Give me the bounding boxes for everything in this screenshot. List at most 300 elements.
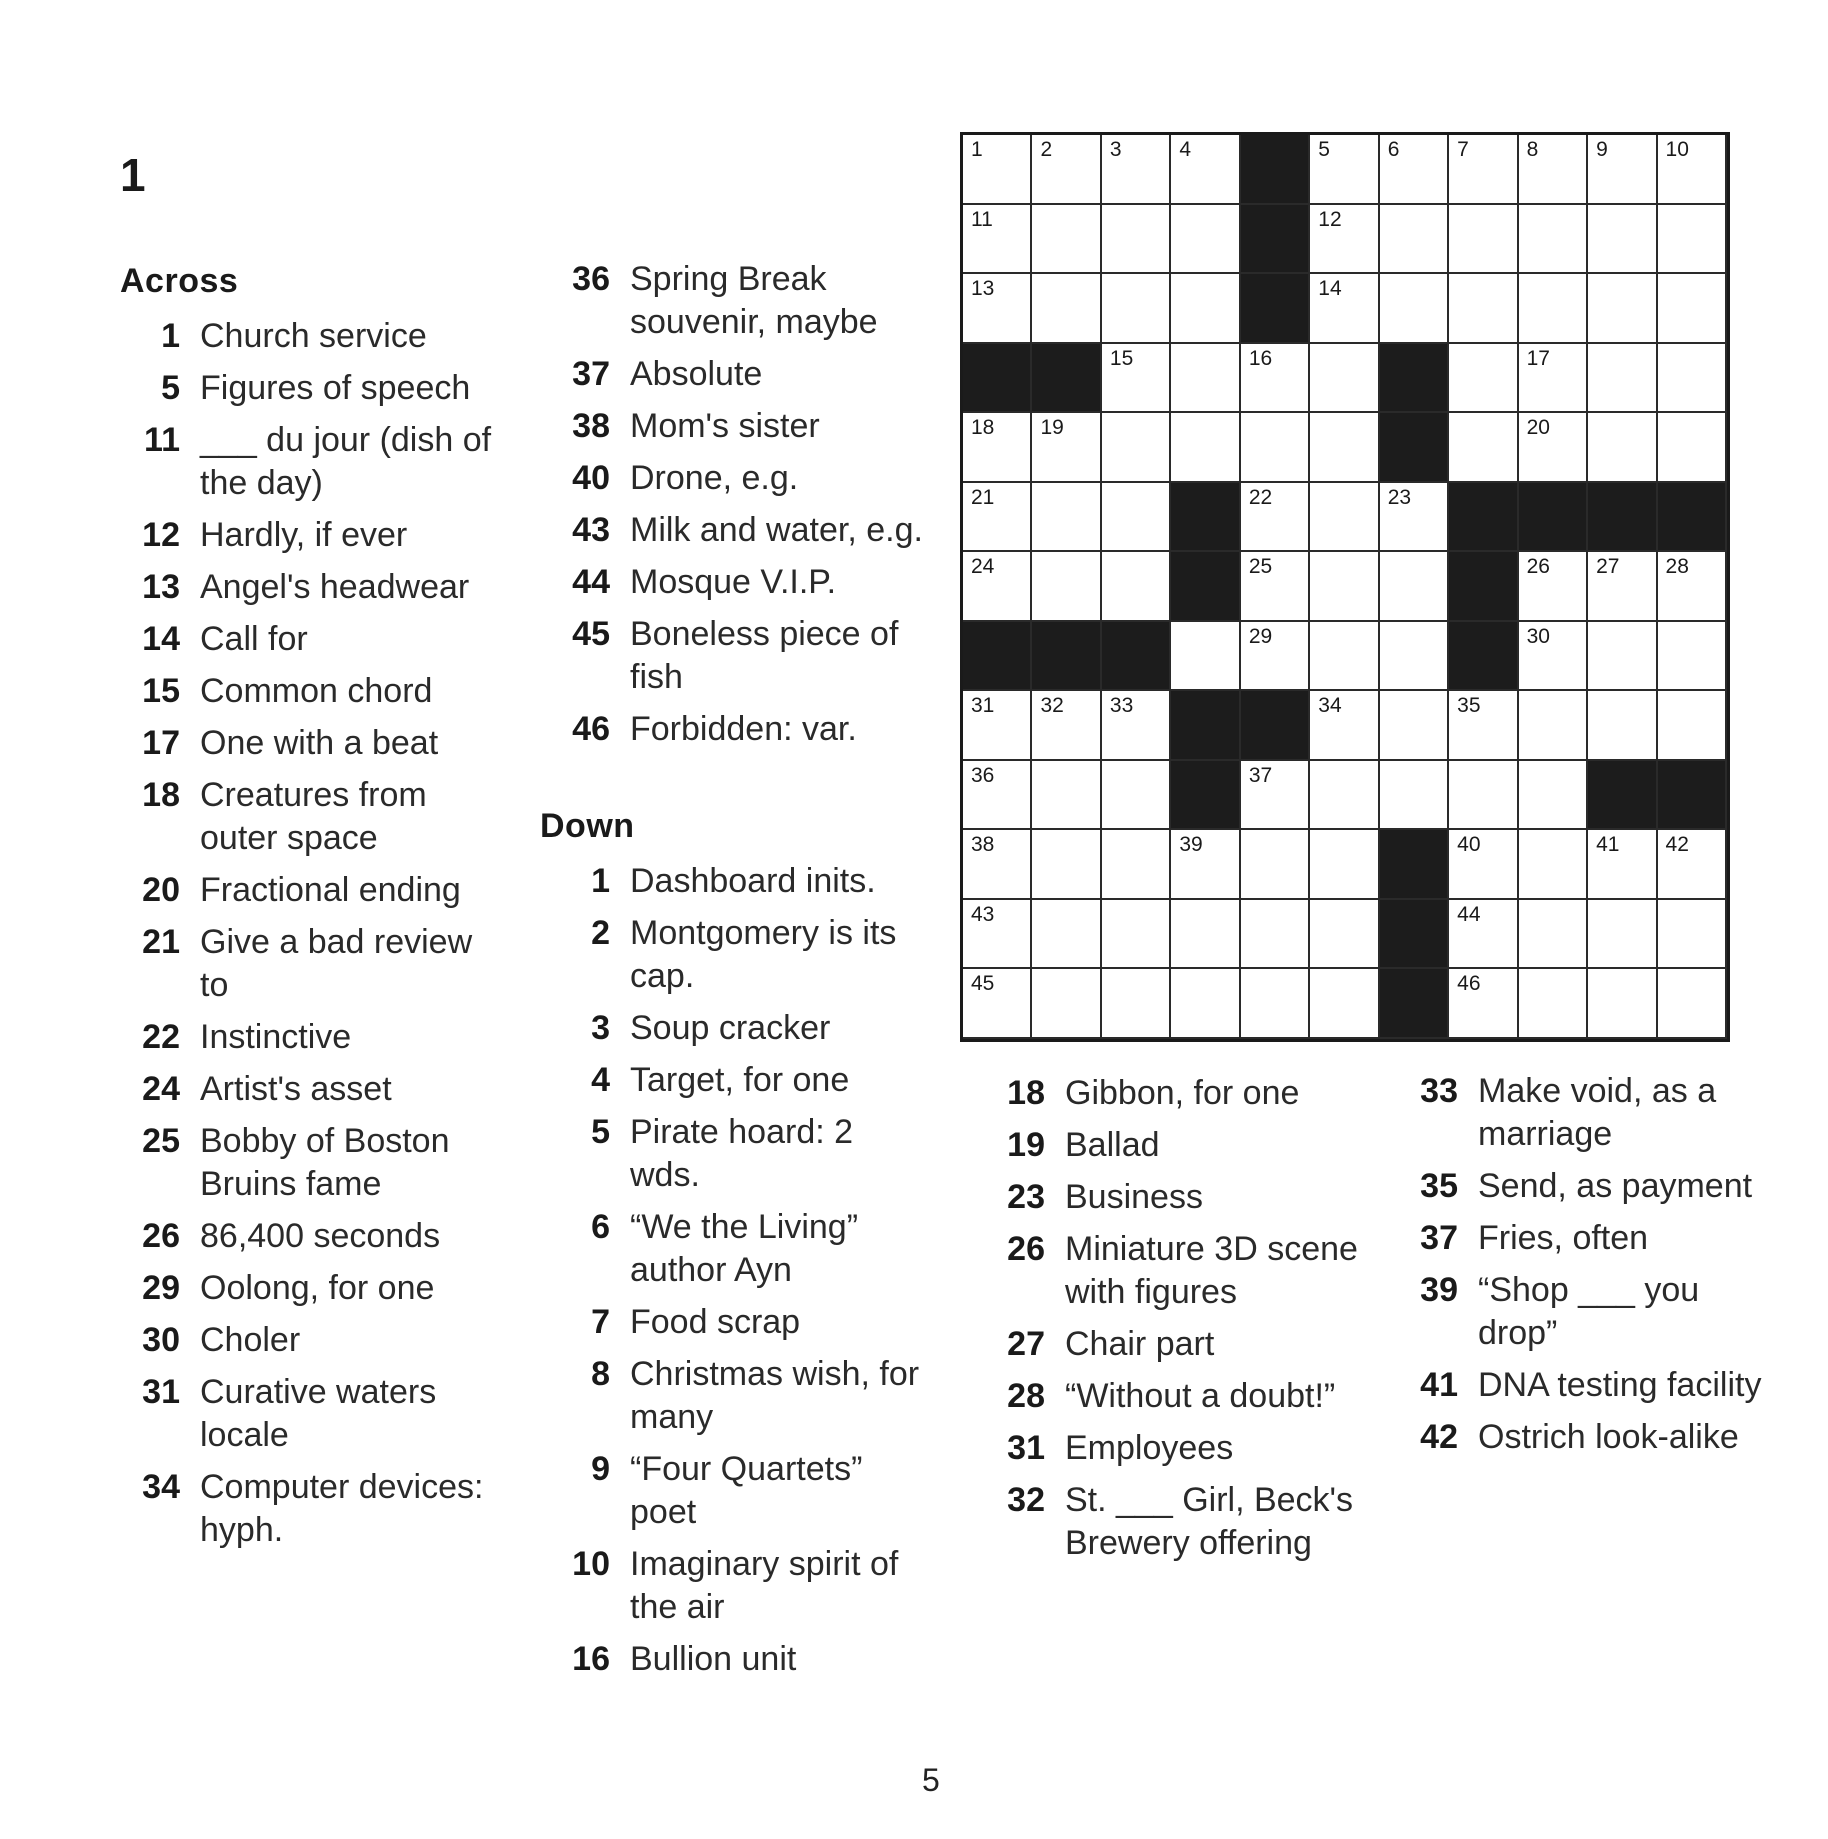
across-clue <box>120 1068 520 1111</box>
grid-cell[interactable] <box>1588 413 1657 483</box>
grid-cell[interactable] <box>1241 761 1310 831</box>
grid-cell[interactable] <box>1519 552 1588 622</box>
cell-number: 19 <box>1040 416 1064 440</box>
down-heading: Down <box>540 807 635 845</box>
cell-number: 33 <box>1109 694 1134 718</box>
grid-cell[interactable] <box>1241 552 1310 622</box>
grid-cell[interactable] <box>963 135 1032 205</box>
clue-text: Target, for one <box>630 1061 850 1099</box>
grid-cell[interactable] <box>1171 830 1240 900</box>
clue-text: 86,400 seconds <box>200 1217 441 1255</box>
grid-cell[interactable] <box>1519 622 1588 692</box>
clue-number: 4 <box>591 1061 610 1099</box>
across-clue <box>120 1371 520 1457</box>
grid-cell[interactable] <box>1241 483 1310 553</box>
grid-cell[interactable] <box>1241 900 1310 970</box>
grid-cell[interactable] <box>1449 274 1518 344</box>
grid-cell[interactable] <box>1310 622 1379 692</box>
clue-number: 35 <box>1420 1167 1458 1205</box>
clue-text: Christmas wish, for many <box>630 1355 920 1436</box>
clue-text: Computer devices: hyph. <box>200 1468 484 1549</box>
clue-text: Fractional ending <box>200 871 461 909</box>
cell-number: 8 <box>1526 138 1539 161</box>
grid-cell[interactable] <box>963 969 1032 1039</box>
down-clue <box>985 1124 1385 1167</box>
grid-block <box>1241 135 1310 205</box>
clue-text: St. ___ Girl, Beck's Brewery offering <box>1065 1481 1354 1562</box>
grid-cell[interactable] <box>1032 761 1101 831</box>
down-clue <box>985 1072 1385 1115</box>
grid-cell[interactable] <box>1241 622 1310 692</box>
grid-cell[interactable] <box>1449 900 1518 970</box>
down-clue <box>550 860 950 903</box>
grid-cell[interactable] <box>1449 413 1518 483</box>
across-clue <box>550 613 950 699</box>
grid-cell[interactable] <box>1658 552 1727 622</box>
clue-number: 37 <box>572 355 610 393</box>
grid-cell[interactable] <box>1310 483 1379 553</box>
grid-cell[interactable] <box>1380 483 1449 553</box>
grid-cell[interactable] <box>1171 135 1240 205</box>
clue-number: 9 <box>591 1450 610 1488</box>
clue-number: 36 <box>572 260 610 298</box>
clue-number: 45 <box>572 615 610 653</box>
grid-cell[interactable] <box>1449 205 1518 275</box>
clue-text: Soup cracker <box>630 1009 831 1047</box>
grid-cell[interactable] <box>1658 830 1727 900</box>
grid-cell[interactable] <box>1310 830 1379 900</box>
clue-text: Creatures from outer space <box>200 776 427 857</box>
grid-cell[interactable] <box>1310 413 1379 483</box>
grid-cell[interactable] <box>1588 691 1657 761</box>
clue-text: Dashboard inits. <box>630 862 876 900</box>
grid-cell[interactable] <box>1032 205 1101 275</box>
grid-cell[interactable] <box>1449 761 1518 831</box>
grid-block <box>1658 483 1727 553</box>
across-clue <box>550 457 950 500</box>
clue-text: Common chord <box>200 672 433 710</box>
clue-number: 17 <box>142 724 180 762</box>
clue-column-1 <box>120 262 520 1561</box>
grid-cell[interactable] <box>1171 622 1240 692</box>
clue-number: 27 <box>1007 1325 1045 1363</box>
grid-cell[interactable] <box>1032 135 1101 205</box>
down-clue <box>985 1176 1385 1219</box>
clue-text: “Without a doubt!” <box>1065 1377 1336 1415</box>
clue-number: 25 <box>142 1122 180 1160</box>
across-clue <box>120 722 520 765</box>
grid-block <box>1171 691 1240 761</box>
grid-cell[interactable] <box>1032 969 1101 1039</box>
clue-number: 34 <box>142 1468 180 1506</box>
grid-cell[interactable] <box>1519 344 1588 414</box>
grid-cell[interactable] <box>1380 135 1449 205</box>
grid-cell[interactable] <box>1032 900 1101 970</box>
grid-cell[interactable] <box>1241 344 1310 414</box>
grid-block <box>1171 761 1240 831</box>
cell-number: 39 <box>1179 833 1203 857</box>
cell-number: 17 <box>1526 346 1550 370</box>
cell-number: 34 <box>1318 694 1342 718</box>
clue-number: 10 <box>572 1545 610 1583</box>
grid-cell[interactable] <box>1380 552 1449 622</box>
across-clue <box>120 1120 520 1206</box>
down-clue <box>550 1301 950 1344</box>
clue-number: 13 <box>142 568 180 606</box>
across-clue <box>120 1319 520 1362</box>
grid-block <box>1032 344 1101 414</box>
across-clue <box>120 566 520 609</box>
cell-number: 11 <box>971 207 993 231</box>
clue-text: Gibbon, for one <box>1065 1074 1300 1112</box>
grid-cell[interactable] <box>1171 205 1240 275</box>
grid-cell[interactable] <box>1241 413 1310 483</box>
across-clues-part-2 <box>550 258 950 751</box>
down-clue <box>985 1375 1385 1418</box>
grid-cell[interactable] <box>963 483 1032 553</box>
clue-number: 42 <box>1420 1418 1458 1456</box>
clue-number: 33 <box>1420 1072 1458 1110</box>
clue-text: Business <box>1065 1178 1203 1216</box>
grid-block <box>1449 552 1518 622</box>
grid-cell[interactable] <box>1171 274 1240 344</box>
grid-cell[interactable] <box>1310 969 1379 1039</box>
down-clue <box>550 1448 950 1534</box>
grid-cell[interactable] <box>1102 344 1171 414</box>
grid-cell[interactable] <box>1588 552 1657 622</box>
grid-cell[interactable] <box>1102 135 1171 205</box>
grid-cell[interactable] <box>1171 344 1240 414</box>
grid-cell[interactable] <box>1658 691 1727 761</box>
across-clue <box>120 670 520 713</box>
grid-cell[interactable] <box>1658 344 1727 414</box>
grid-cell[interactable] <box>1658 274 1727 344</box>
clue-number: 46 <box>572 710 610 748</box>
grid-cell[interactable] <box>1102 830 1171 900</box>
clue-number: 12 <box>142 516 180 554</box>
clue-number: 43 <box>572 511 610 549</box>
grid-cell[interactable] <box>1519 830 1588 900</box>
cell-number: 25 <box>1248 555 1273 579</box>
grid-cell[interactable] <box>963 761 1032 831</box>
clue-text: Pirate hoard: 2 wds. <box>630 1113 854 1194</box>
grid-cell[interactable] <box>1519 900 1588 970</box>
grid-cell[interactable] <box>1310 135 1379 205</box>
across-clue <box>120 921 520 1007</box>
grid-cell[interactable] <box>1588 344 1657 414</box>
clue-text: Absolute <box>630 355 763 393</box>
cell-number: 15 <box>1109 346 1134 370</box>
grid-cell[interactable] <box>1449 691 1518 761</box>
cell-number: 26 <box>1526 555 1550 579</box>
grid-cell[interactable] <box>1380 205 1449 275</box>
cell-number: 12 <box>1318 207 1342 231</box>
grid-cell[interactable] <box>1658 900 1727 970</box>
clue-number: 41 <box>1420 1366 1458 1404</box>
across-clue <box>550 708 950 751</box>
down-clue <box>550 912 950 998</box>
cell-number: 14 <box>1318 277 1342 301</box>
grid-cell[interactable] <box>1310 691 1379 761</box>
grid-block <box>1032 622 1101 692</box>
clue-text: Montgomery is its cap. <box>630 914 897 995</box>
across-clue <box>120 367 520 410</box>
grid-cell[interactable] <box>1032 691 1101 761</box>
clue-text: Ostrich look-alike <box>1478 1418 1739 1456</box>
grid-block <box>1241 274 1310 344</box>
grid-cell[interactable] <box>1519 969 1588 1039</box>
grid-cell[interactable] <box>1032 483 1101 553</box>
grid-cell[interactable] <box>963 205 1032 275</box>
cell-number: 3 <box>1109 138 1122 161</box>
down-clue <box>1398 1269 1798 1355</box>
cell-number: 37 <box>1248 763 1273 787</box>
grid-cell[interactable] <box>1658 622 1727 692</box>
grid-block <box>1171 552 1240 622</box>
clue-text: Bullion unit <box>630 1640 797 1678</box>
cell-number: 13 <box>971 277 995 301</box>
clue-number: 29 <box>142 1269 180 1307</box>
cell-number: 16 <box>1248 346 1273 370</box>
cell-number: 4 <box>1179 138 1192 161</box>
across-clue <box>550 258 950 344</box>
across-clue <box>120 774 520 860</box>
grid-cell[interactable] <box>1032 413 1101 483</box>
clue-number: 22 <box>142 1018 180 1056</box>
clue-text: Imaginary spirit of the air <box>630 1545 899 1626</box>
grid-cell[interactable] <box>1449 135 1518 205</box>
grid-cell[interactable] <box>1588 274 1657 344</box>
cell-number: 21 <box>971 485 995 509</box>
grid-cell[interactable] <box>1658 205 1727 275</box>
grid-cell[interactable] <box>1519 691 1588 761</box>
down-clue <box>550 1638 950 1681</box>
grid-cell[interactable] <box>963 900 1032 970</box>
clue-number: 18 <box>142 776 180 814</box>
grid-cell[interactable] <box>1102 691 1171 761</box>
grid-cell[interactable] <box>1588 900 1657 970</box>
clue-number: 23 <box>1007 1178 1045 1216</box>
grid-cell[interactable] <box>1102 274 1171 344</box>
clue-column-2 <box>540 258 950 1690</box>
clue-text: Mom's sister <box>630 407 820 445</box>
across-clue <box>120 1466 520 1552</box>
grid-cell[interactable] <box>1380 761 1449 831</box>
cell-number: 44 <box>1457 902 1481 926</box>
down-clue <box>985 1323 1385 1366</box>
clue-number: 15 <box>142 672 180 710</box>
clue-text: Boneless piece of fish <box>630 615 899 696</box>
cell-number: 1 <box>971 138 983 161</box>
grid-cell[interactable] <box>1658 135 1727 205</box>
down-clue <box>1398 1165 1798 1208</box>
down-clue <box>1398 1364 1798 1407</box>
grid-cell[interactable] <box>1102 483 1171 553</box>
grid-cell[interactable] <box>963 274 1032 344</box>
clue-number: 18 <box>1007 1074 1045 1112</box>
across-clue <box>120 1267 520 1310</box>
clue-number: 7 <box>591 1303 610 1341</box>
grid-cell[interactable] <box>1310 205 1379 275</box>
grid-cell[interactable] <box>1310 900 1379 970</box>
clue-text: ___ du jour (dish of the day) <box>200 421 492 502</box>
grid-cell[interactable] <box>1449 830 1518 900</box>
cell-number: 10 <box>1665 138 1689 161</box>
grid-cell[interactable] <box>963 413 1032 483</box>
cell-number: 43 <box>971 902 995 926</box>
across-clue <box>120 419 520 505</box>
clue-number: 1 <box>591 862 610 900</box>
clue-text: Give a bad review to <box>200 923 473 1004</box>
down-clues-part-3 <box>1398 1070 1798 1459</box>
clue-text: Angel's headwear <box>200 568 470 606</box>
grid-cell[interactable] <box>1171 900 1240 970</box>
grid-cell[interactable] <box>1519 135 1588 205</box>
grid-block <box>1380 969 1449 1039</box>
grid-cell[interactable] <box>1102 761 1171 831</box>
grid-cell[interactable] <box>1171 413 1240 483</box>
grid-cell[interactable] <box>1519 413 1588 483</box>
clue-text: Milk and water, e.g. <box>630 511 923 549</box>
grid-cell[interactable] <box>1310 274 1379 344</box>
down-clue <box>985 1479 1385 1565</box>
grid-cell[interactable] <box>1102 552 1171 622</box>
cell-number: 2 <box>1040 138 1053 161</box>
cell-number: 45 <box>971 972 995 996</box>
crossword-grid <box>960 132 1730 1042</box>
grid-cell[interactable] <box>1310 552 1379 622</box>
clue-text: Chair part <box>1065 1325 1215 1363</box>
clue-number: 3 <box>591 1009 610 1047</box>
down-clue <box>550 1353 950 1439</box>
clue-number: 26 <box>142 1217 180 1255</box>
clue-number: 44 <box>572 563 610 601</box>
cell-number: 22 <box>1248 485 1273 509</box>
clue-text: Make void, as a marriage <box>1478 1072 1717 1153</box>
cell-number: 42 <box>1665 833 1689 857</box>
grid-cell[interactable] <box>1241 969 1310 1039</box>
cell-number: 24 <box>971 555 995 579</box>
grid-block <box>1380 830 1449 900</box>
down-clue <box>550 1111 950 1197</box>
clue-number: 8 <box>591 1355 610 1393</box>
clue-number: 38 <box>572 407 610 445</box>
grid-cell[interactable] <box>1658 969 1727 1039</box>
across-clue <box>120 1215 520 1258</box>
clue-number: 24 <box>142 1070 180 1108</box>
clue-number: 26 <box>1007 1230 1045 1268</box>
clue-text: Drone, e.g. <box>630 459 799 497</box>
down-clue <box>550 1543 950 1629</box>
clue-text: Oolong, for one <box>200 1269 435 1307</box>
cell-number: 35 <box>1457 694 1481 718</box>
grid-cell[interactable] <box>1588 969 1657 1039</box>
grid-cell[interactable] <box>1519 761 1588 831</box>
clue-text: “We the Living” author Ayn <box>630 1208 859 1289</box>
down-clues-part-1 <box>550 860 950 1681</box>
clue-text: Instinctive <box>200 1018 352 1056</box>
grid-cell[interactable] <box>1102 413 1171 483</box>
grid-cell[interactable] <box>1380 274 1449 344</box>
grid-block <box>1588 483 1657 553</box>
clue-number: 5 <box>591 1113 610 1151</box>
grid-block <box>1519 483 1588 553</box>
clue-text: DNA testing facility <box>1478 1366 1762 1404</box>
grid-cell[interactable] <box>1102 969 1171 1039</box>
cell-number: 20 <box>1526 416 1550 440</box>
grid-cell[interactable] <box>1241 830 1310 900</box>
clue-text: Ballad <box>1065 1126 1160 1164</box>
across-clue <box>120 618 520 661</box>
grid-cell[interactable] <box>963 552 1032 622</box>
grid-cell[interactable] <box>963 691 1032 761</box>
grid-cell[interactable] <box>1449 969 1518 1039</box>
grid-cell[interactable] <box>1310 344 1379 414</box>
grid-cell[interactable] <box>1310 761 1379 831</box>
grid-cell[interactable] <box>1588 205 1657 275</box>
grid-cell[interactable] <box>1658 413 1727 483</box>
clue-number: 21 <box>142 923 180 961</box>
cell-number: 38 <box>971 833 995 857</box>
grid-cell[interactable] <box>1588 622 1657 692</box>
cell-number: 29 <box>1248 624 1273 648</box>
clue-number: 32 <box>1007 1481 1045 1519</box>
grid-cell[interactable] <box>1588 830 1657 900</box>
cell-number: 5 <box>1318 138 1330 161</box>
across-clue <box>120 514 520 557</box>
clue-number: 19 <box>1007 1126 1045 1164</box>
down-clue <box>1398 1070 1798 1156</box>
clue-number: 11 <box>144 421 180 459</box>
grid-cell[interactable] <box>1102 900 1171 970</box>
grid-cell[interactable] <box>1032 830 1101 900</box>
grid-block <box>963 344 1032 414</box>
grid-cell[interactable] <box>1449 344 1518 414</box>
clue-number: 1 <box>161 317 180 355</box>
grid-cell[interactable] <box>1032 552 1101 622</box>
grid-block <box>1449 483 1518 553</box>
clue-text: Forbidden: var. <box>630 710 857 748</box>
grid-cell[interactable] <box>1380 691 1449 761</box>
grid-cell[interactable] <box>1171 969 1240 1039</box>
cell-number: 23 <box>1387 485 1412 509</box>
grid-cell[interactable] <box>1519 205 1588 275</box>
grid-cell[interactable] <box>1032 274 1101 344</box>
grid-cell[interactable] <box>1519 274 1588 344</box>
clue-text: Spring Break souvenir, maybe <box>630 260 878 341</box>
cell-number: 32 <box>1040 694 1064 718</box>
clue-text: One with a beat <box>200 724 439 762</box>
puzzle-number: 1 <box>120 149 146 201</box>
grid-block <box>1658 761 1727 831</box>
clue-text: “Shop ___ you drop” <box>1478 1271 1700 1352</box>
cell-number: 6 <box>1387 138 1400 161</box>
grid-cell[interactable] <box>1102 205 1171 275</box>
grid-cell[interactable] <box>1588 135 1657 205</box>
grid-cell[interactable] <box>1380 622 1449 692</box>
clue-text: Hardly, if ever <box>200 516 408 554</box>
clue-text: “Four Quartets” poet <box>630 1450 863 1531</box>
grid-block <box>1380 900 1449 970</box>
clue-number: 14 <box>142 620 180 658</box>
grid-cell[interactable] <box>963 830 1032 900</box>
clue-text: Curative waters locale <box>200 1373 437 1454</box>
clue-number: 31 <box>1007 1429 1045 1467</box>
clue-number: 37 <box>1420 1219 1458 1257</box>
across-clue <box>550 561 950 604</box>
down-clue <box>985 1228 1385 1314</box>
clue-number: 39 <box>1420 1271 1458 1309</box>
